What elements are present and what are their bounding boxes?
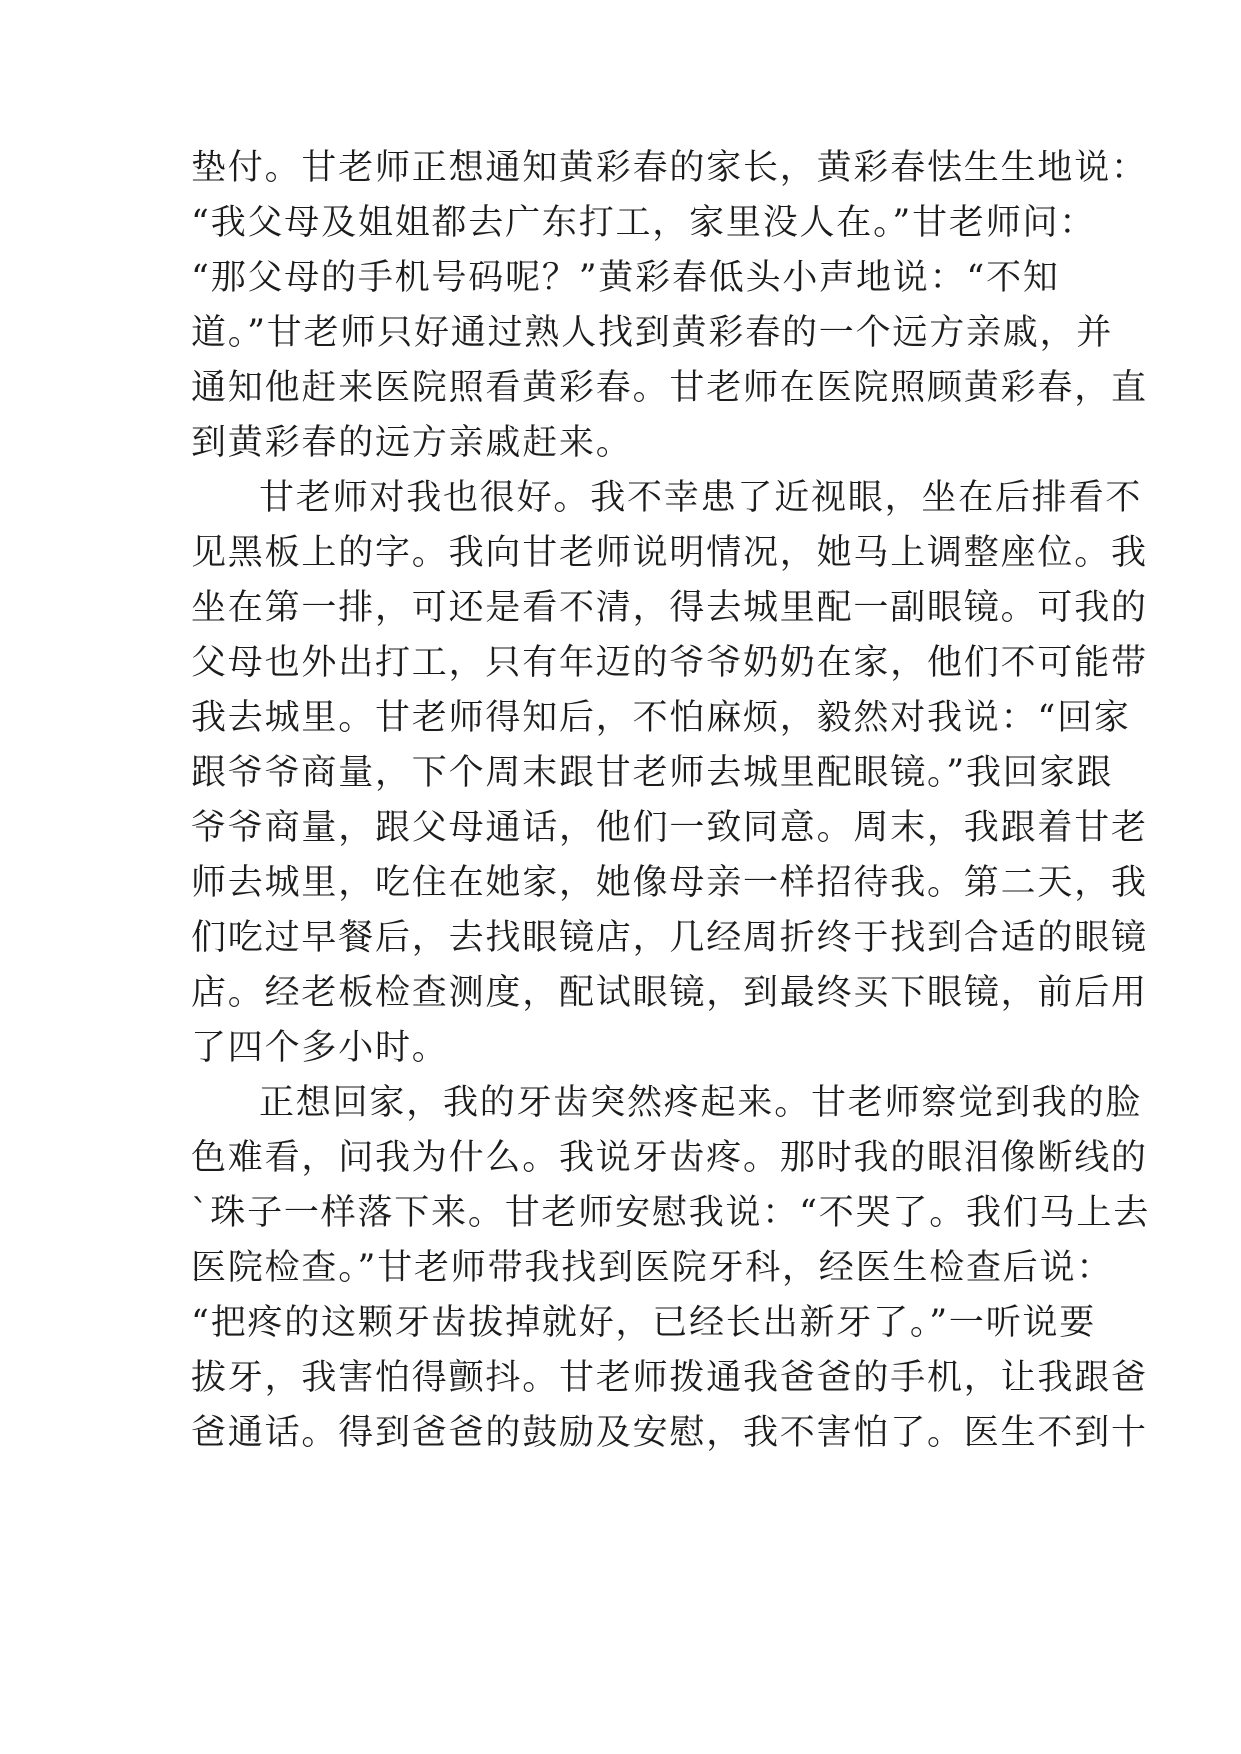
text-line: 师去城里，吃住在她家，她像母亲一样招待我。第二天，我	[191, 863, 1148, 903]
text-line: 色难看，问我为什么。我说牙齿疼。那时我的眼泪像断线的	[191, 1138, 1148, 1178]
text-line: 跟爷爷商量，下个周末跟甘老师去城里配眼镜。”我回家跟	[191, 753, 1114, 793]
text-line: “把疼的这颗牙齿拔掉就好，已经长出新牙了。”一听说要	[191, 1303, 1097, 1343]
text-line: 们吃过早餐后，去找眼镜店，几经周折终于找到合适的眼镜	[191, 918, 1148, 958]
text-line: 爸通话。得到爸爸的鼓励及安慰，我不害怕了。医生不到十	[191, 1413, 1148, 1453]
text-line: “那父母的手机号码呢？”黄彩春低头小声地说：“不知	[191, 258, 1060, 298]
paragraph-first-line: 甘老师对我也很好。我不幸患了近视眼，坐在后排看不	[259, 478, 1143, 518]
text-line: 父母也外出打工，只有年迈的爷爷奶奶在家，他们不可能带	[191, 643, 1148, 683]
text-line: 爷爷商量，跟父母通话，他们一致同意。周末，我跟着甘老	[191, 808, 1148, 848]
text-line: `珠子一样落下来。甘老师安慰我说：“不哭了。我们马上去	[191, 1193, 1150, 1233]
text-line: 坐在第一排，可还是看不清，得去城里配一副眼镜。可我的	[191, 588, 1148, 628]
text-line: 通知他赶来医院照看黄彩春。甘老师在医院照顾黄彩春，直	[191, 368, 1148, 408]
text-line: 道。”甘老师只好通过熟人找到黄彩春的一个远方亲戚，并	[191, 313, 1114, 353]
text-line: 医院检查。”甘老师带我找到医院牙科，经医生检查后说：	[191, 1248, 1114, 1288]
text-line: 拔牙，我害怕得颤抖。甘老师拨通我爸爸的手机，让我跟爸	[191, 1358, 1148, 1398]
text-line: 我去城里。甘老师得知后，不怕麻烦，毅然对我说：“回家	[191, 698, 1131, 738]
text-line: 店。经老板检查测度，配试眼镜，到最终买下眼镜，前后用	[191, 973, 1148, 1013]
text-line: “我父母及姐姐都去广东打工，家里没人在。”甘老师问：	[191, 203, 1097, 243]
paragraph-first-line: 正想回家，我的牙齿突然疼起来。甘老师察觉到我的脸	[259, 1083, 1143, 1123]
text-line: 到黄彩春的远方亲戚赶来。	[191, 423, 633, 463]
text-line: 见黑板上的字。我向甘老师说明情况，她马上调整座位。我	[191, 533, 1148, 573]
text-line: 了四个多小时。	[191, 1028, 449, 1068]
text-line: 垫付。甘老师正想通知黄彩春的家长，黄彩春怯生生地说：	[191, 148, 1148, 188]
